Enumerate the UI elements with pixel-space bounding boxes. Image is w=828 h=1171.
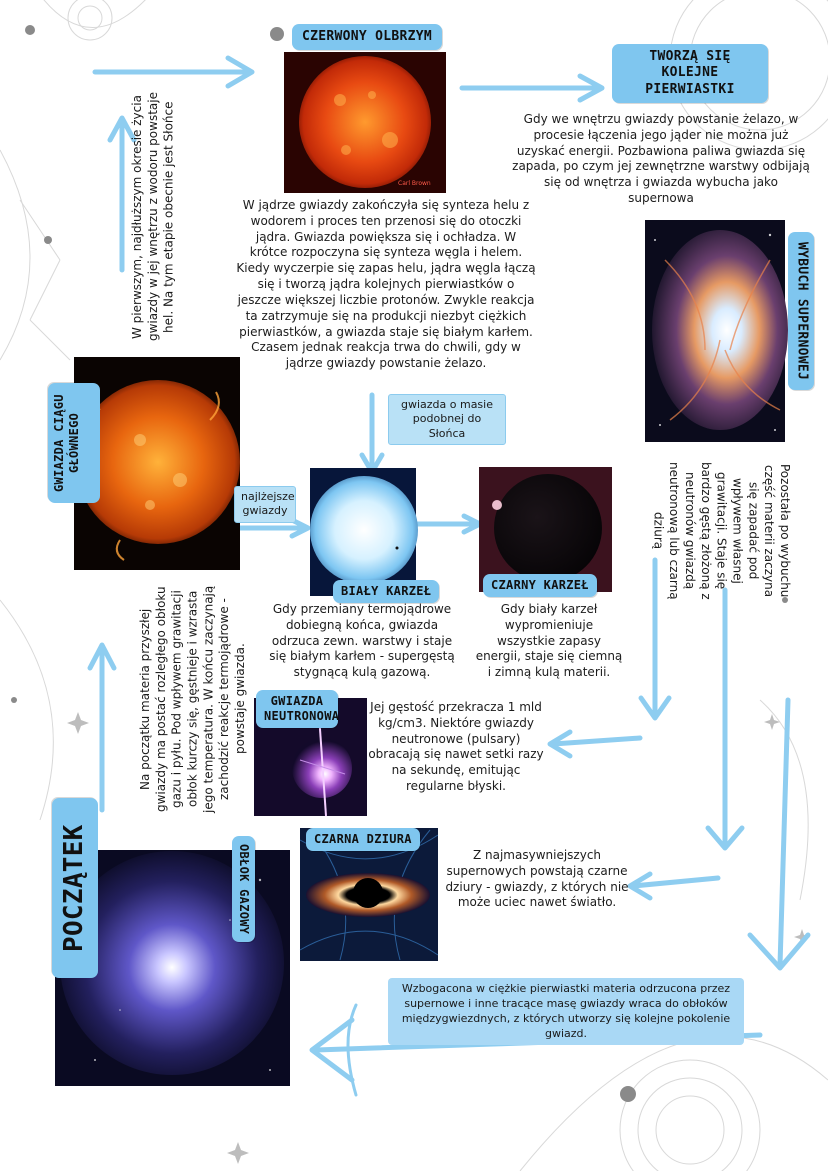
image-caption: Carl Brown [398,180,431,187]
white-dwarf-image [310,468,418,596]
black-dwarf-description: Gdy biały karzeł wypromieniuje wszystkie zapasy energii, staje się ciemną i zimną kulą materii. [475,602,623,680]
supernova-label: WYBUCH SUPERNOWEJ [788,232,814,390]
neutron-star-label: GWIAZDA NEUTRONOWA [256,690,338,728]
white-dwarf-description: Gdy przemiany termojądrowe dobiegną końca, gwiazda odrzuca zewn. warstwy i staje się białym karłem - supergęstą stygnącą kulą gazową. [269,602,455,680]
black-dwarf-label: CZARNY KARZEŁ [483,574,597,597]
nebula-label: OBŁOK GAZOWY [232,836,255,942]
sun-like-mass-chip: gwiazda o masie podobnej do Słońca [388,394,506,445]
black-hole-description: Z najmasywniejszych supernowych powstają czarne dziury - gwiazdy, z których nie może uciec nawet światło. [445,848,629,910]
start-label: POCZĄTEK [52,798,98,978]
red-giant-image [284,52,446,193]
elements-description: Gdy we wnętrzu gwiazdy powstanie żelazo, w procesie łączenia jego jąder nie można już uzyskać energii. Pozbawiona paliwa gwiazda się zapada, po czym jej zewnętrzne warstwy odbijają się od wnętrza i gwiazda wybucha jako supernowa [512,112,810,206]
lightest-stars-chip: najlżejsze gwiazdy [234,486,296,523]
red-giant-description: W jądrze gwiazdy zakończyła się synteza helu z wodorem i proces ten przenosi się do otoczki jądra. Gwiazda powiększa się i ochładza. W krótce rozpoczyna się synteza węgla i helem. Kiedy wyczerpie się zapas helu, jądra węgla łączą się i tworzą jądra kolejnych pierwiastków o jeszcze większej liczbie protonów. Zwykle reakcja ta zatrzymuje się na produkcji niezbyt ciężkich pierwiastków, a gwiazda staje się białym karłem. Czasem jednak reakcja trwa do chwili, gdy w jądrze gwiazdy powstanie żelazo. [236,198,536,371]
red-giant-label: CZERWONY OLBRZYM [292,24,442,50]
neutron-star-description: Jej gęstość przekracza 1 mld kg/cm3. Niektóre gwiazdy neutronowe (pulsary) obracają się nawet setki razy na sekundę, emitując regularne błyski. [368,700,544,794]
supernova-description: Pozostała po wybuchu część materii zaczyna się zapadać pod wpływem własnej grawitacji. Staje się bardzo gęstą złożoną z neutronów gwiazdą neutronową lub czarną dziurą [651,462,792,600]
black-hole-label: CZARNA DZIURA [306,828,420,851]
supernova-image [645,220,788,442]
main-sequence-description: W pierwszym, najdłuższym okresie życia gwiazdy w jej wnętrzu z wodoru powstaje hel. Na tym etapie obecnie jest Słońce [130,92,176,342]
nebula-description: Na początku materia przyszłej gwiazdy ma postać rozległego obłoku gazu i pyłu. Pod wpływem grawitacji obłok kurczy się, gęstnieje i wzrasta jego temperatura. W końcu zaczynają zachodzić reakcje termojądrowe - powstaje gwiazda. [138,585,247,813]
recycle-note: Wzbogacona w ciężkie pierwiastki materia odrzucona przez supernowe i inne tracące masę gwiazdy wraca do obłoków międzygwiezdnych, z których utworzy się kolejne pokolenie gwiazd. [388,978,744,1045]
elements-label: TWORZĄ SIĘ KOLEJNE PIERWIASTKI [612,44,768,103]
white-dwarf-label: BIAŁY KARZEŁ [333,580,439,603]
main-sequence-label: GWIAZDA CIĄGU GŁÓWNEGO [48,383,100,503]
